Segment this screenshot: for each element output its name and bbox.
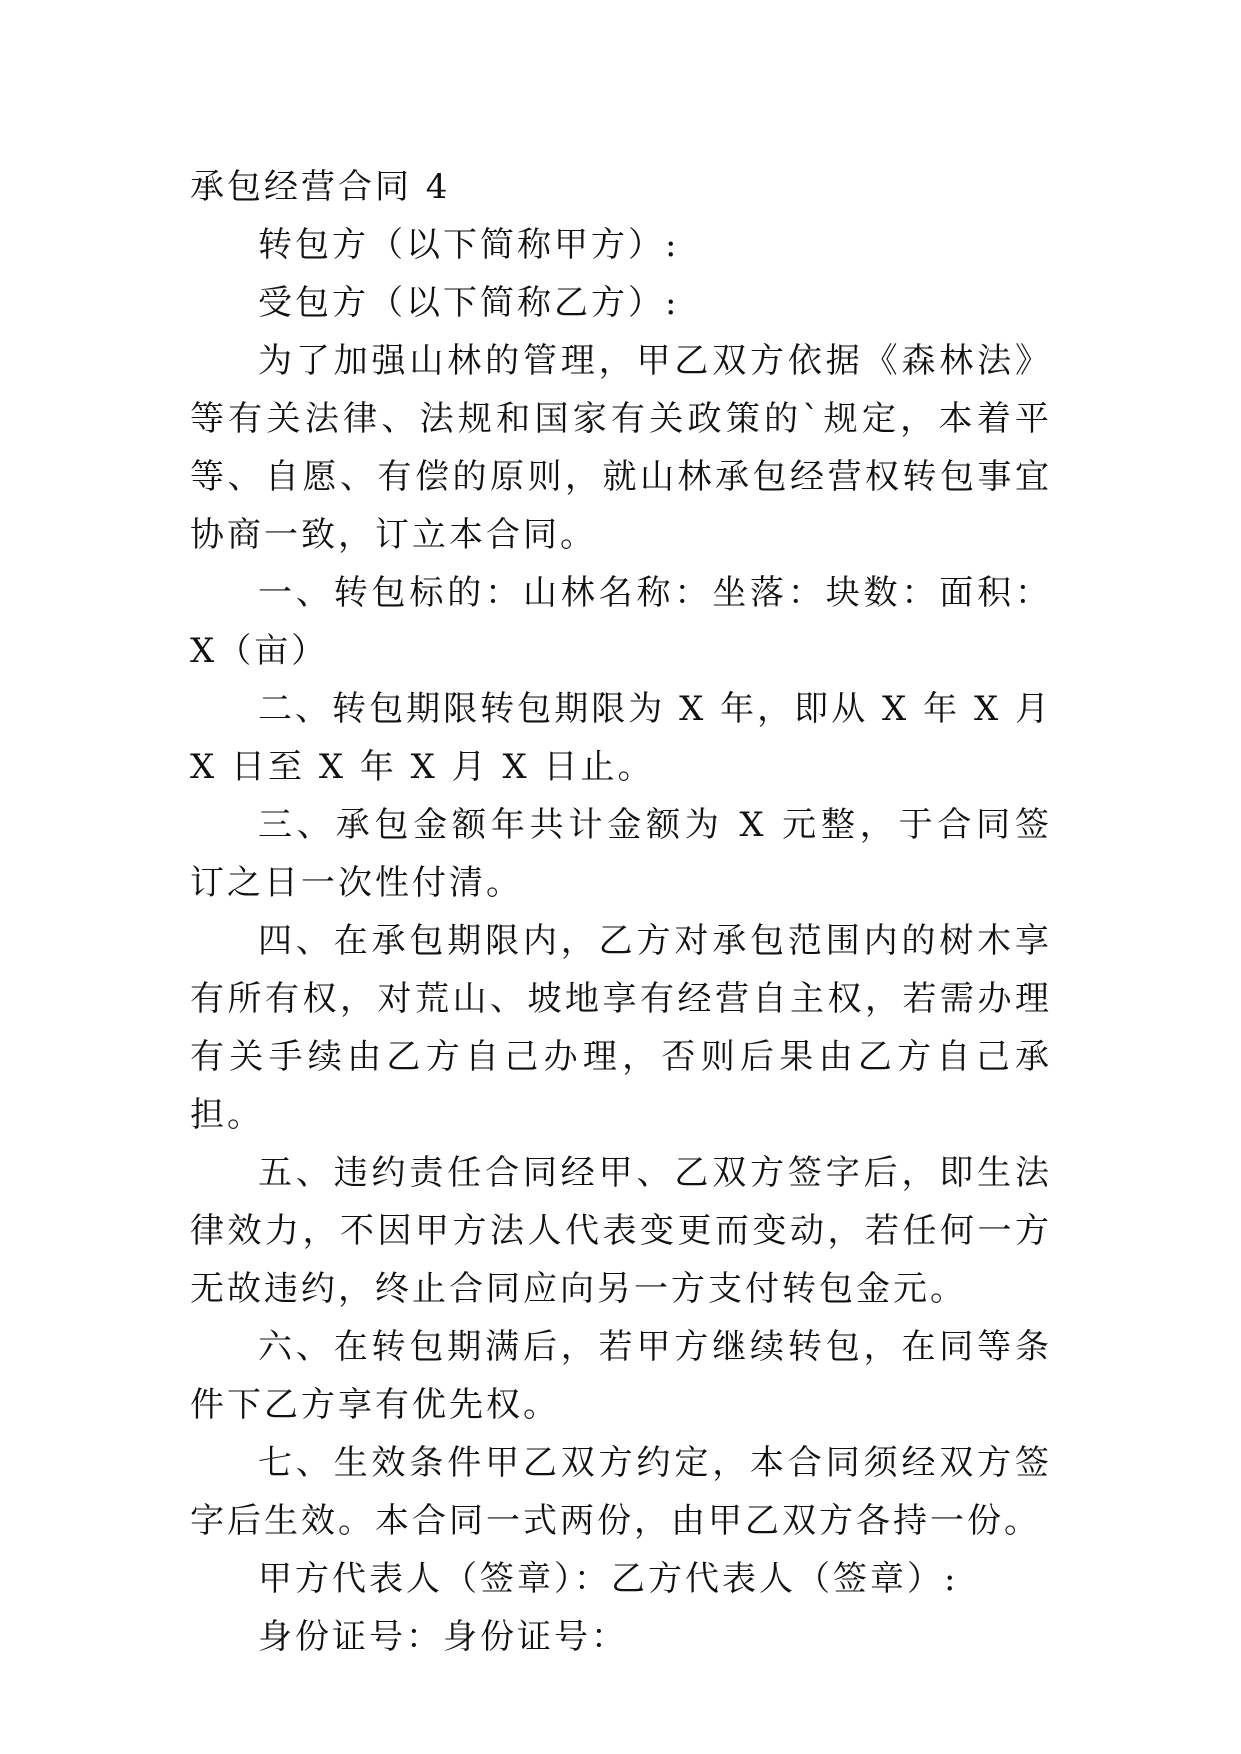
clause-4: 四、在承包期限内，乙方对承包范围内的树木享有所有权，对荒山、坡地享有经营自主权，若需办理有关手续由乙方自己办理，否则后果由乙方自己承担。: [190, 921, 1052, 1135]
clause-3: 三、承包金额年共计金额为 X 元整，于合同签订之日一次性付清。: [190, 805, 1052, 903]
clause-6: 六、在转包期满后，若甲方继续转包，在同等条件下乙方享有优先权。: [190, 1327, 1052, 1425]
clause-5: 五、违约责任合同经甲、乙双方签字后，即生法律效力，不因甲方法人代表变更而变动，若任何一方无故违约，终止合同应向另一方支付转包金元。: [190, 1153, 1052, 1309]
clause-1: 一、转包标的：山林名称：坐落：块数：面积：X（亩）: [190, 573, 1052, 671]
signature-line: 甲方代表人（签章）：乙方代表人（签章）:: [258, 1559, 959, 1599]
document-body: [190, 158, 1052, 1666]
clause-2: 二、转包期限转包期限为 X 年，即从 X 年 X 月 X 日至 X 年 X 月 X 日止。: [190, 689, 1052, 787]
preamble-paragraph: 为了加强山林的管理，甲乙双方依据《森林法》等有关法律、法规和国家有关政策的`规定，本着平等、自愿、有偿的原则，就山林承包经营权转包事宜协商一致，订立本合同。: [190, 341, 1052, 555]
party-a-line: 转包方（以下简称甲方）:: [258, 225, 680, 265]
party-b-line: 受包方（以下简称乙方）:: [258, 283, 680, 323]
document-title: 承包经营合同 4: [190, 167, 451, 207]
clause-7: 七、生效条件甲乙双方约定，本合同须经双方签字后生效。本合同一式两份，由甲乙双方各持一份。: [190, 1443, 1052, 1541]
id-number-line: 身份证号：身份证号：: [258, 1617, 628, 1657]
